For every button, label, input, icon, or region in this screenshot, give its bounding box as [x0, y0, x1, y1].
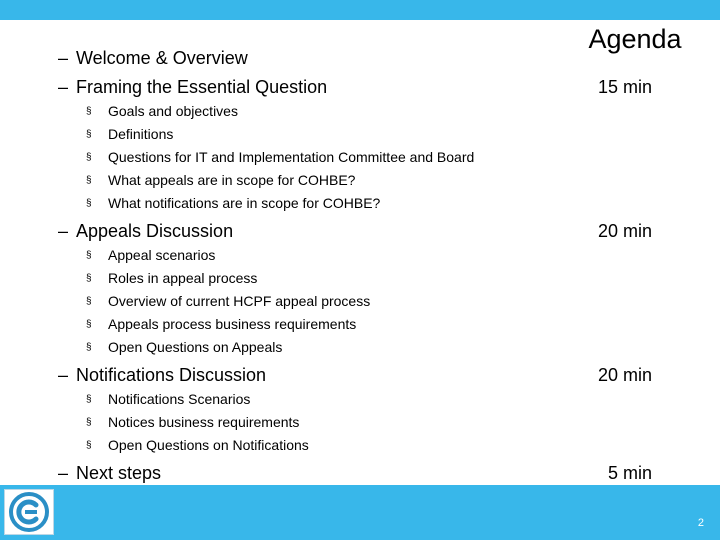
bullet-marker: §	[86, 152, 92, 163]
sub-item-label: Appeals process business requirements	[108, 316, 357, 332]
agenda-item-welcome	[58, 48, 248, 69]
dash-marker: –	[58, 365, 69, 385]
agenda-item-notifications	[58, 365, 266, 386]
page-number: 2	[697, 517, 704, 529]
sub-item-notification-scenarios	[86, 391, 250, 407]
agenda-item-label: Welcome & Overview	[76, 48, 248, 68]
agenda-item-label: Framing the Essential Question	[76, 77, 328, 97]
dash-marker: –	[58, 221, 69, 241]
sub-item-label: What notifications are in scope for COHBE?	[108, 195, 381, 211]
sub-item-roles	[86, 270, 257, 286]
agenda-duration-appeals: 20 min	[597, 221, 652, 241]
bullet-marker: §	[86, 250, 92, 261]
agenda-item-label: Notifications Discussion	[76, 365, 267, 385]
bottom-accent-bar	[0, 485, 720, 540]
sub-item-label: Open Questions on Appeals	[108, 339, 283, 355]
agenda-item-label: Next steps	[76, 463, 162, 483]
bullet-marker: §	[86, 319, 92, 330]
sub-item-label: Overview of current HCPF appeal process	[108, 293, 371, 309]
sub-item-appeals-questions	[86, 339, 282, 355]
bullet-marker: §	[86, 440, 92, 451]
agenda-duration-framing: 15 min	[597, 77, 652, 97]
sub-item-label: Notices business requirements	[108, 414, 300, 430]
bullet-marker: §	[86, 296, 92, 307]
bullet-marker: §	[86, 106, 92, 117]
agenda-duration-notifications: 20 min	[597, 365, 652, 385]
sub-item-goals	[86, 103, 238, 119]
top-accent-bar	[0, 0, 720, 20]
agenda-duration-next-steps: 5 min	[607, 463, 652, 483]
sub-item-notices-requirements	[86, 414, 299, 430]
cohbe-logo	[4, 489, 54, 535]
sub-item-label: Notifications Scenarios	[108, 391, 251, 407]
sub-item-definitions	[86, 126, 173, 142]
sub-item-label: Questions for IT and Implementation Committee and Board	[108, 149, 475, 165]
sub-item-notifications-questions	[86, 437, 309, 453]
slide-title: Agenda	[588, 24, 682, 54]
sub-item-appeal-scenarios	[86, 247, 215, 263]
agenda-item-next-steps	[58, 463, 161, 484]
bullet-marker: §	[86, 394, 92, 405]
sub-item-notifications-scope	[86, 195, 380, 211]
agenda-item-appeals	[58, 221, 233, 242]
sub-item-label: What appeals are in scope for COHBE?	[108, 172, 356, 188]
bullet-marker: §	[86, 129, 92, 140]
agenda-item-label: Appeals Discussion	[76, 221, 234, 241]
sub-item-hcpf-overview	[86, 293, 370, 309]
agenda-item-framing	[58, 77, 327, 98]
sub-item-label: Open Questions on Notifications	[108, 437, 309, 453]
dash-marker: –	[58, 77, 69, 97]
bullet-marker: §	[86, 417, 92, 428]
sub-item-label: Goals and objectives	[108, 103, 238, 119]
sub-item-label: Appeal scenarios	[108, 247, 216, 263]
sub-item-label: Roles in appeal process	[108, 270, 258, 286]
bullet-marker: §	[86, 342, 92, 353]
sub-item-questions	[86, 149, 474, 165]
dash-marker: –	[58, 463, 69, 483]
bullet-marker: §	[86, 273, 92, 284]
bullet-marker: §	[86, 175, 92, 186]
cohbe-logo-icon	[5, 490, 53, 534]
sub-item-appeals-scope	[86, 172, 355, 188]
dash-marker: –	[58, 48, 69, 68]
bullet-marker: §	[86, 198, 92, 209]
sub-item-appeals-requirements	[86, 316, 356, 332]
sub-item-label: Definitions	[108, 126, 174, 142]
